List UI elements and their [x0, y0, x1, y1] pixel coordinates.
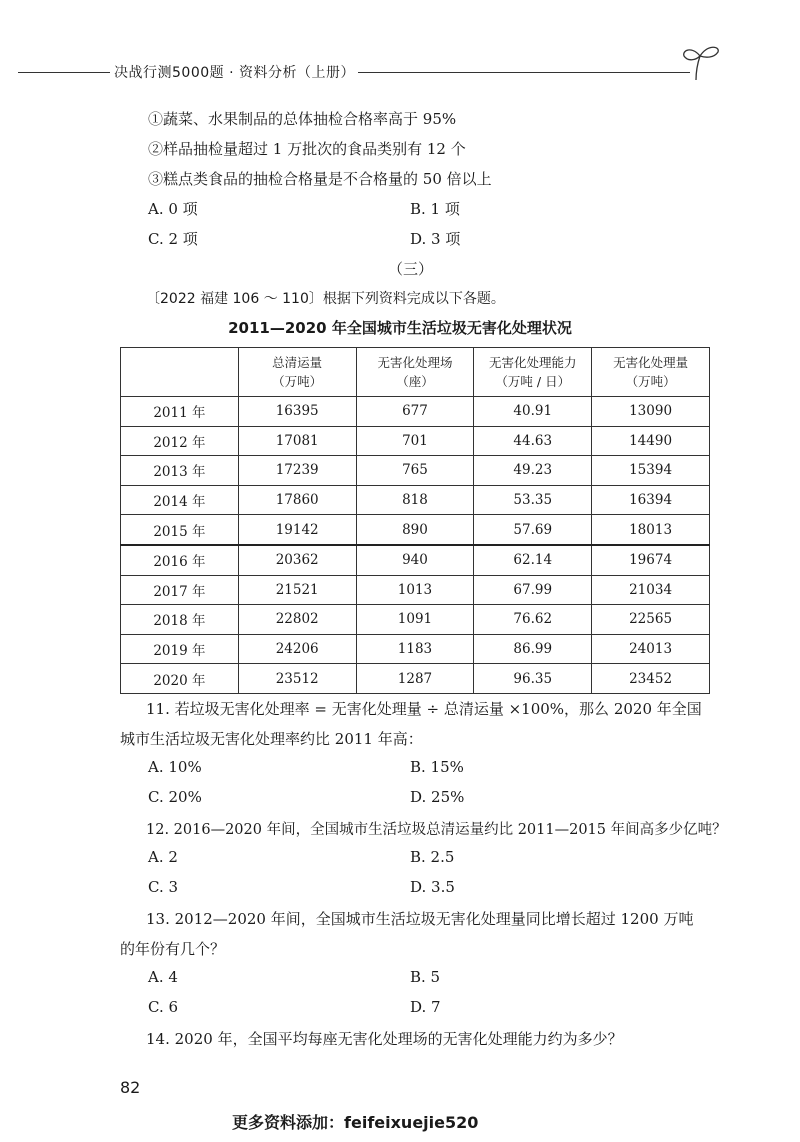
q12-stem: 12. 2016—2020 年间，全国城市生活垃圾总清运量约比 2011—2015 年间高多少亿吨？ [146, 822, 727, 838]
q13-stem-line2: 的年份有几个？ [120, 940, 226, 958]
prev-option-b: B. 1 项 [410, 200, 460, 218]
table-row: 2020 年 23512 1287 96.35 23452 [121, 664, 710, 694]
table-row: 2016 年 20362 940 62.14 19674 [121, 545, 710, 575]
header-rule-right [358, 72, 690, 73]
q11-option-d: D. 25% [410, 788, 465, 806]
table-row: 2019 年 24206 1183 86.99 24013 [121, 634, 710, 664]
q12-option-d: D. 3.5 [410, 878, 455, 896]
q11-option-a: A. 10% [148, 758, 202, 776]
table-row: 2018 年 22802 1091 76.62 22565 [121, 605, 710, 635]
header-book-title: 决战行测5000题 · 资料分析（上册） [114, 65, 355, 81]
header-cell-blank [121, 348, 239, 397]
footer-contact [232, 1110, 478, 1133]
statement-2: ②样品抽检量超过 1 万批次的食品类别有 12 个 [148, 140, 466, 158]
table-header-row [121, 348, 710, 397]
table-row: 2011 年 16395 677 40.91 13090 [121, 397, 710, 427]
header-cell-total-collection: 总清运量 （万吨） [238, 348, 356, 397]
page-number: 82 [120, 1078, 141, 1097]
q13-option-a: A. 4 [148, 968, 178, 986]
table-row: 2014 年 17860 818 53.35 16394 [121, 485, 710, 515]
table-row: 2013 年 17239 765 49.23 15394 [121, 456, 710, 486]
q12-option-a: A. 2 [148, 848, 178, 866]
q11-stem-line2: 城市生活垃圾无害化处理率约比 2011 年高： [120, 730, 423, 748]
section-intro: 〔2022 福建 106 ～ 110〕根据下列资料完成以下各题。 [146, 291, 505, 307]
statement-1: ①蔬菜、水果制品的总体抽检合格率高于 95% [148, 110, 457, 128]
q12-option-c: C. 3 [148, 878, 179, 896]
q13-option-c: C. 6 [148, 998, 179, 1016]
q11-stem-line1: 11. 若垃圾无害化处理率 = 无害化处理量 ÷ 总清运量 ×100%，那么 2020 年全国 [146, 700, 702, 718]
section-number: （三） [388, 260, 434, 278]
table-row: 2012 年 17081 701 44.63 14490 [121, 426, 710, 456]
q13-option-b: B. 5 [410, 968, 441, 986]
footer-contact-label: 更多资料添加： [232, 1113, 345, 1132]
q12-option-b: B. 2.5 [410, 848, 455, 866]
table-title: 2011—2020 年全国城市生活垃圾无害化处理状况 [228, 319, 572, 337]
prev-option-c: C. 2 项 [148, 230, 198, 248]
header-cell-treatment-plants: 无害化处理场 （座） [356, 348, 474, 397]
q11-option-b: B. 15% [410, 758, 464, 776]
sprout-icon [678, 42, 728, 82]
table-row: 2015 年 19142 890 57.69 18013 [121, 515, 710, 545]
header-rule-left [18, 72, 110, 73]
q13-stem-line1: 13. 2012—2020 年间，全国城市生活垃圾无害化处理量同比增长超过 1200 万吨 [146, 910, 694, 928]
q11-option-c: C. 20% [148, 788, 202, 806]
prev-option-a: A. 0 项 [148, 200, 198, 218]
header-cell-treatment-volume: 无害化处理量 （万吨） [592, 348, 710, 397]
prev-option-d: D. 3 项 [410, 230, 461, 248]
footer-contact-id: feifeixuejie520 [344, 1113, 479, 1132]
header-cell-treatment-capacity: 无害化处理能力 （万吨 / 日） [474, 348, 592, 397]
q13-option-d: D. 7 [410, 998, 441, 1016]
data-table [120, 347, 710, 694]
table-row: 2017 年 21521 1013 67.99 21034 [121, 575, 710, 605]
statement-3: ③糕点类食品的抽检合格量是不合格量的 50 倍以上 [148, 170, 492, 188]
q14-stem: 14. 2020 年，全国平均每座无害化处理场的无害化处理能力约为多少？ [146, 1030, 623, 1048]
